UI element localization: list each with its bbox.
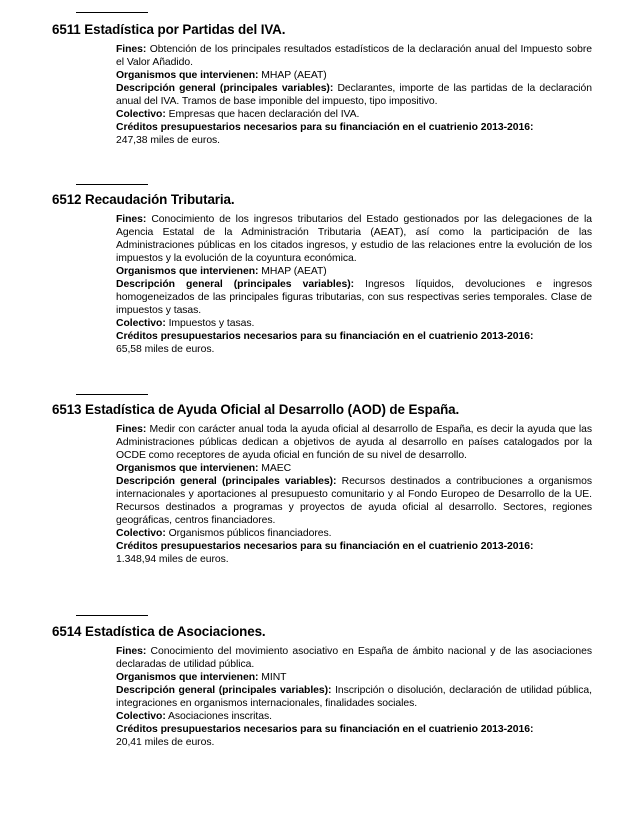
- fines-paragraph: [116, 423, 592, 462]
- creditos-label: Créditos presupuestarios necesarios para su financiación en el cuatrienio 2013-2016:: [116, 331, 534, 342]
- creditos-label-paragraph: [116, 723, 592, 736]
- colectivo-label: Colectivo:: [116, 528, 166, 539]
- fines-label: Fines:: [116, 214, 147, 225]
- creditos-paragraph: [116, 134, 592, 147]
- fines-text: Conocimiento del movimiento asociativo en España de ámbito nacional y de las asociaciones declaradas de utilidad pública.: [116, 646, 593, 670]
- descripcion-paragraph: [116, 475, 592, 527]
- colectivo-label: Colectivo:: [116, 711, 166, 722]
- creditos-label-paragraph: [116, 330, 592, 343]
- organismos-text: MHAP (AEAT): [261, 266, 327, 277]
- colectivo-paragraph: [116, 108, 592, 121]
- fines-text: Obtención de los principales resultados estadísticos de la declaración anual del Impuesto sobre el Valor Añadido.: [116, 44, 592, 68]
- fines-paragraph: [116, 43, 592, 69]
- colectivo-paragraph: [116, 317, 592, 330]
- section-divider-rule: [76, 615, 148, 616]
- organismos-text: MHAP (AEAT): [261, 70, 327, 81]
- section-heading: 6513 Estadística de Ayuda Oficial al Desarrollo (AOD) de España.: [52, 402, 460, 417]
- creditos-label: Créditos presupuestarios necesarios para su financiación en el cuatrienio 2013-2016:: [116, 724, 534, 735]
- section-heading: 6512 Recaudación Tributaria.: [52, 192, 235, 207]
- creditos-label-paragraph: [116, 540, 592, 553]
- creditos-text: 1.348,94 miles de euros.: [116, 554, 229, 565]
- colectivo-text: Organismos públicos financiadores.: [168, 528, 332, 539]
- descripcion-text: Inscripción o disolución, declaración de utilidad pública, integraciones en organismos internacionales, finalidades sociales.: [116, 685, 592, 709]
- creditos-label-paragraph: [116, 121, 592, 134]
- creditos-text: 65,58 miles de euros.: [116, 344, 215, 355]
- fines-text: Medir con carácter anual toda la ayuda oficial al desarrollo de España, es decir la ayuda que las Administraciones públicas dedican a objetivos de ayuda al desarrollo en países catalogados por la OCDE como receptores de ayuda oficial en función de su nivel de desarrollo.: [116, 424, 592, 461]
- organismos-paragraph: [116, 462, 592, 475]
- section-body: [116, 43, 592, 147]
- fines-label: Fines:: [116, 44, 147, 55]
- colectivo-text: Impuestos y tasas.: [168, 318, 255, 329]
- descripcion-label: Descripción general (principales variables):: [116, 279, 355, 290]
- section-divider-rule: [76, 12, 148, 13]
- descripcion-paragraph: [116, 278, 592, 317]
- descripcion-label: Descripción general (principales variables):: [116, 685, 332, 696]
- fines-paragraph: [116, 213, 592, 265]
- colectivo-paragraph: [116, 527, 592, 540]
- creditos-paragraph: [116, 736, 592, 749]
- organismos-text: MINT: [261, 672, 287, 683]
- fines-paragraph: [116, 645, 592, 671]
- descripcion-label: Descripción general (principales variables):: [116, 83, 334, 94]
- colectivo-label: Colectivo:: [116, 318, 166, 329]
- creditos-text: 20,41 miles de euros.: [116, 737, 215, 748]
- descripcion-text: Recursos destinados a contribuciones a organismos internacionales y aportaciones al presupuesto comunitario y al Fondo Europeo de Desarrollo de la UE. Recursos destinados a programas y proyectos de ayuda oficial al desarrollo. Sectores, regiones geográficas, centros financiadores.: [116, 476, 592, 526]
- fines-label: Fines:: [116, 424, 147, 435]
- organismos-label: Organismos que intervienen:: [116, 463, 259, 474]
- colectivo-text: Empresas que hacen declaración del IVA.: [168, 109, 360, 120]
- organismos-label: Organismos que intervienen:: [116, 70, 259, 81]
- section-body: [116, 213, 592, 356]
- section-heading: 6511 Estadística por Partidas del IVA.: [52, 22, 286, 37]
- descripcion-label: Descripción general (principales variables):: [116, 476, 337, 487]
- descripcion-paragraph: [116, 684, 592, 710]
- creditos-paragraph: [116, 343, 592, 356]
- organismos-paragraph: [116, 69, 592, 82]
- section-body: [116, 423, 592, 566]
- section-divider-rule: [76, 394, 148, 395]
- organismos-paragraph: [116, 265, 592, 278]
- creditos-paragraph: [116, 553, 592, 566]
- creditos-label: Créditos presupuestarios necesarios para su financiación en el cuatrienio 2013-2016:: [116, 122, 534, 133]
- organismos-text: MAEC: [261, 463, 292, 474]
- creditos-label: Créditos presupuestarios necesarios para su financiación en el cuatrienio 2013-2016:: [116, 541, 534, 552]
- descripcion-text: Ingresos líquidos, devoluciones e ingresos homogeneizados de las principales figuras tributarias, con sus respectivas series temporales. Clase de impuestos y tasas.: [116, 279, 592, 316]
- organismos-label: Organismos que intervienen:: [116, 266, 259, 277]
- colectivo-label: Colectivo:: [116, 109, 166, 120]
- section-divider-rule: [76, 184, 148, 185]
- descripcion-paragraph: [116, 82, 592, 108]
- colectivo-text: Asociaciones inscritas.: [168, 711, 272, 722]
- organismos-label: Organismos que intervienen:: [116, 672, 259, 683]
- fines-label: Fines:: [116, 646, 147, 657]
- fines-text: Conocimiento de los ingresos tributarios del Estado gestionados por las delegaciones de la Agencia Estatal de la Administración Tributaria (AEAT), así como la participación de las Administraciones públicas en los citados ingresos, y estudio de las relaciones entre la evolución de los impuestos y la evolución de la coyuntura económica.: [116, 214, 592, 264]
- section-body: [116, 645, 592, 749]
- section-heading: 6514 Estadística de Asociaciones.: [52, 624, 266, 639]
- descripcion-text: Declarantes, importe de las partidas de la declaración anual del IVA. Tramos de base imponible del impuesto, tipo impositivo.: [116, 83, 593, 107]
- colectivo-paragraph: [116, 710, 592, 723]
- organismos-paragraph: [116, 671, 592, 684]
- creditos-text: 247,38 miles de euros.: [116, 135, 221, 146]
